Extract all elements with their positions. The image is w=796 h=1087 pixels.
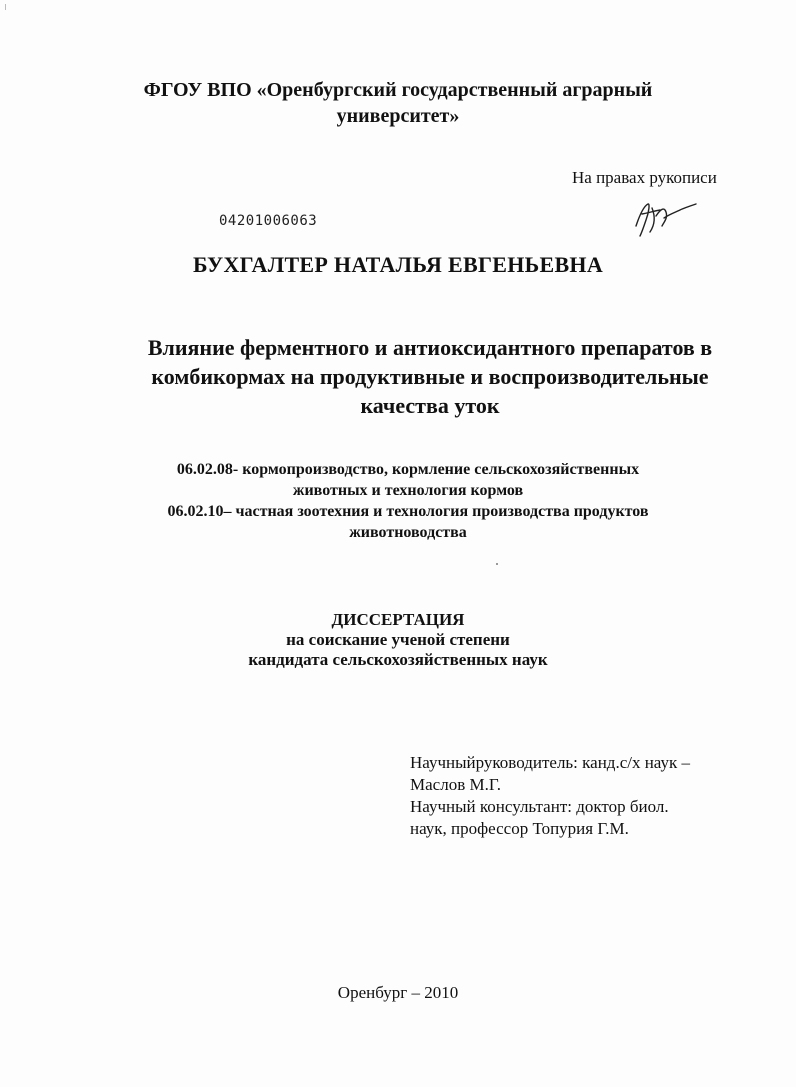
specialties (20, 459, 796, 543)
specialty-line-3: 06.02.10– частная зоотехния и технология производства продуктов (167, 503, 649, 520)
institution-line-1: ФГОУ ВПО «Оренбургский государственный аграрный (143, 79, 653, 101)
institution-line-2: университет» (336, 105, 460, 127)
specialty-line-4: животноводства (349, 524, 467, 541)
supervisor-line-1: Научныйруководитель: канд.с/х наук – (410, 753, 691, 772)
specialty-line-2: животных и технология кормов (292, 482, 524, 499)
dissertation-title (80, 333, 780, 420)
dissertation-heading: ДИССЕРТАЦИЯ (331, 610, 465, 629)
specialty-line-1: 06.02.08- кормопроизводство, кормление сельскохозяйственных (176, 461, 640, 478)
scan-mark (5, 4, 6, 10)
document-number: 04201006063 (219, 213, 318, 229)
city-year: Оренбург – 2010 (337, 983, 459, 1002)
supervisor-line-2: Маслов М.Г. (410, 775, 501, 794)
author-name: БУХГАЛТЕР НАТАЛЬЯ ЕВГЕНЬЕВНА (192, 252, 604, 277)
title-line-2: комбикормах на продуктивные и воспроизводительные (151, 364, 709, 389)
supervisors-block (410, 752, 750, 840)
scan-speck (496, 563, 498, 565)
signature-icon (630, 196, 700, 240)
consultant-line-1: Научный консультант: доктор биол. (410, 797, 669, 816)
institution-header (0, 77, 796, 129)
consultant-line-2: наук, профессор Топурия Г.М. (410, 819, 629, 838)
rights-note: На правах рукописи (572, 168, 717, 187)
title-line-1: Влияние ферментного и антиоксидантного препаратов в (147, 335, 713, 360)
dissertation-block (0, 610, 796, 670)
dissertation-line-2: на соискание ученой степени (286, 630, 510, 649)
dissertation-line-3: кандидата сельскохозяйственных наук (248, 650, 548, 669)
title-line-3: качества уток (360, 393, 500, 418)
